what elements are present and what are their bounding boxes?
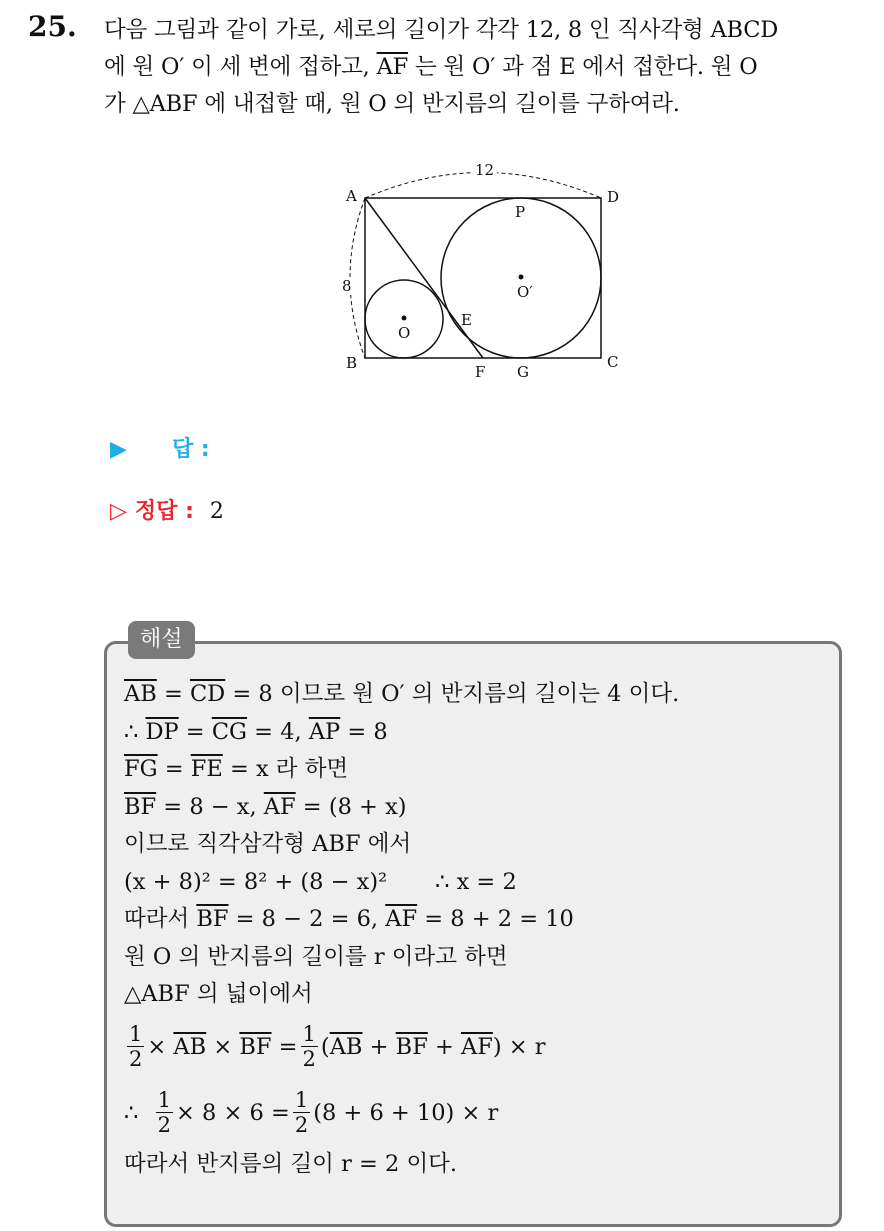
outline-triangle-icon: ▷: [110, 499, 127, 524]
label-a: A: [346, 187, 357, 205]
solution-line-10: 따라서 반지름의 길이 r = 2 이다.: [124, 1150, 458, 1177]
solution-formula-1: $\frac{1}{2}$ × $\overline{AB}$ × $\overline{BF}$ = $\frac{1}{2}$ ( $\overline{AB}$ + $\overline{BF}$ + $\overline{AF}$ ) × r: [129, 1022, 546, 1071]
fraction-half: $\frac{1}{2}$: [157, 1088, 172, 1137]
label-c: C: [607, 353, 619, 371]
figure-svg: [330, 155, 630, 385]
solution-line-6: (x + 8)² = 8² + (8 − x)² ∴ x = 2: [124, 868, 517, 895]
center-o-dot: [402, 316, 407, 321]
solution-line-1: $\overline{AB} = \overline{CD} = 8$ 이므로 원 O′ 의 반지름의 길이는 4 이다.: [124, 681, 680, 707]
label-b: B: [346, 354, 358, 372]
question-text: [104, 12, 874, 123]
solution-content: [124, 676, 824, 1183]
label-o-prime: O′: [517, 283, 533, 301]
solution-line-3: $\overline{FG} = \overline{FE} = x$ 라 하면: [124, 756, 349, 782]
correct-answer-value: 2: [209, 499, 224, 524]
question-number: 25.: [28, 10, 77, 43]
correct-answer-row: [110, 494, 224, 525]
fraction-half: $\frac{1}{2}$: [129, 1022, 143, 1071]
question-line-1: 다음 그림과 같이 가로, 세로의 길이가 각각 12, 8 인 직사각형 ABCD: [104, 17, 779, 43]
label-top-length: 12: [475, 161, 495, 179]
solution-line-8: 원 O 의 반지름의 길이를 r 이라고 하면: [124, 943, 508, 970]
label-g: G: [517, 363, 529, 381]
question-line-2: 에 원 O′ 이 세 변에 접하고, $\overline{AF}$ 는 원 O′ 과 점 E 에서 접한다. 원 O: [104, 54, 758, 80]
label-side-length: 8: [342, 277, 352, 295]
label-p: P: [515, 203, 526, 221]
solution-line-2: ∴ $\overline{DP} = \overline{CG} = 4$, $\overline{AP} = 8$: [124, 718, 388, 745]
solution-line-9: △ABF 의 넓이에서: [124, 981, 313, 1007]
label-d: D: [607, 188, 620, 206]
question-line-3: 가 △ABF 에 내접할 때, 원 O 의 반지름의 길이를 구하여라.: [104, 91, 680, 117]
solution-line-4: $\overline{BF} = 8 - x$, $\overline{AF} = (8 + x)$: [124, 793, 407, 820]
label-o: O: [398, 324, 411, 342]
label-f: F: [475, 363, 486, 381]
geometry-figure: [330, 155, 630, 385]
play-triangle-icon: ▶: [110, 437, 127, 462]
solution-tag: 해설: [128, 621, 195, 659]
fraction-half: $\frac{1}{2}$: [302, 1022, 316, 1071]
center-o-prime-dot: [519, 275, 524, 280]
segment-af: [365, 198, 483, 358]
answer-row: [110, 432, 210, 463]
solution-line-5: 이므로 직각삼각형 ABF 에서: [124, 831, 412, 857]
solution-line-7: 따라서 $\overline{BF} = 8 - 2 = 6$, $\overline{AF} = 8 + 2 = 10$: [124, 906, 574, 932]
answer-label: 답 :: [172, 437, 210, 462]
solution-formula-2: ∴ $\frac{1}{2}$ × 8 × 6 = $\frac{1}{2}$ (8 + 6 + 10) × r: [124, 1088, 499, 1137]
correct-answer-label: 정답 :: [134, 499, 194, 524]
fraction-half: $\frac{1}{2}$: [294, 1088, 309, 1137]
label-e: E: [461, 311, 472, 329]
